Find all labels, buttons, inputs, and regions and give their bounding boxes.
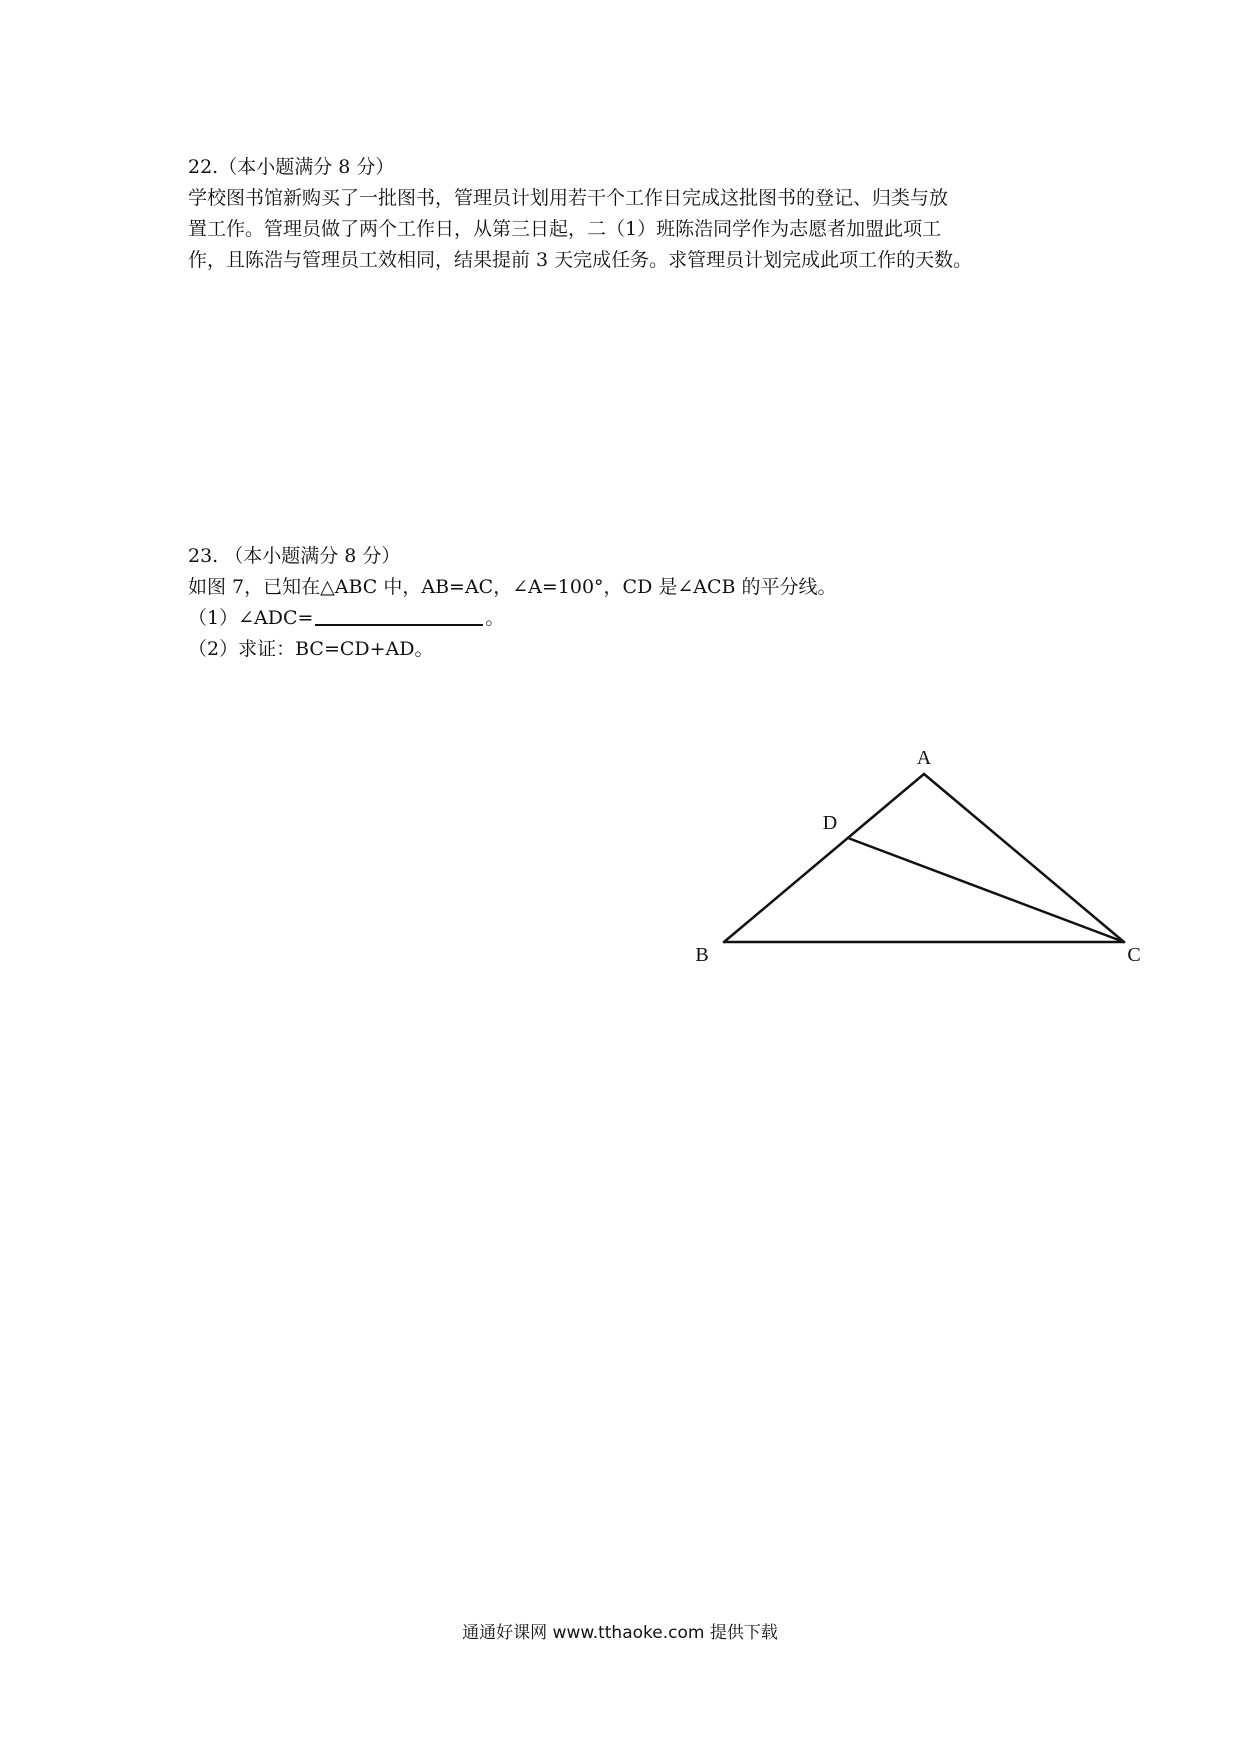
question-22 — [188, 152, 1068, 276]
question-22-heading: 22.（本小题满分 8 分） — [188, 156, 395, 178]
page-footer: 通通好课网 www.tthaoke.com 提供下载 — [462, 1623, 778, 1643]
side-ac — [924, 774, 1124, 942]
part-1-prefix: （1）∠ADC= — [188, 607, 314, 629]
question-22-text-line-3: 作，且陈浩与管理员工效相同，结果提前 3 天完成任务。求管理员计划完成此项工作的天数。 — [188, 249, 973, 271]
part-1-suffix: 。 — [485, 607, 505, 629]
triangle-figure — [680, 740, 1160, 980]
question-23-part-2: （2）求证：BC=CD+AD。 — [188, 638, 434, 660]
question-23-part-1 — [188, 603, 1068, 634]
question-22-text-line-1: 学校图书馆新购买了一批图书，管理员计划用若干个工作日完成这批图书的登记、归类与放 — [188, 187, 949, 209]
question-22-text-line-2: 置工作。管理员做了两个工作日，从第三日起，二（1）班陈浩同学作为志愿者加盟此项工 — [188, 218, 942, 240]
label-a: A — [916, 747, 932, 769]
label-d: D — [822, 812, 838, 834]
answer-blank[interactable] — [315, 604, 483, 626]
label-b: B — [695, 944, 709, 966]
question-23-heading: 23. （本小题满分 8 分） — [188, 545, 401, 567]
segment-cd — [848, 838, 1124, 942]
question-23-intro: 如图 7，已知在△ABC 中，AB=AC，∠A=100°，CD 是∠ACB 的平分线。 — [188, 576, 837, 598]
side-ab — [724, 774, 924, 942]
question-23 — [188, 541, 1068, 665]
label-c: C — [1127, 944, 1141, 966]
